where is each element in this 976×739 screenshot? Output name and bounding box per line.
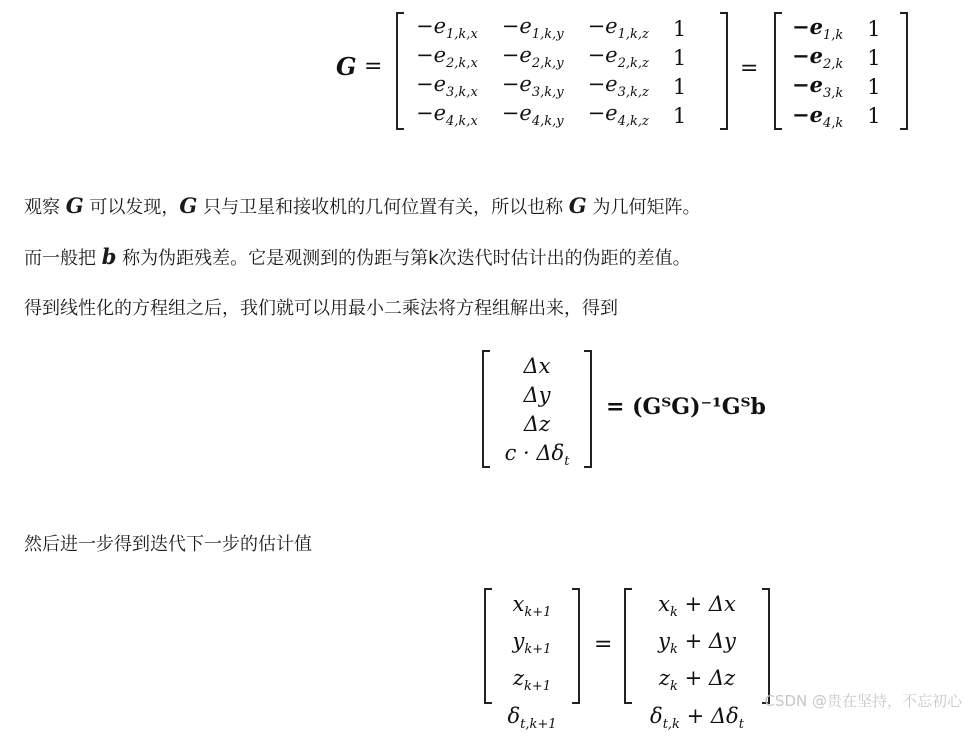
p1-text-a: 观察 [24, 197, 66, 218]
next-state-entry [484, 590, 580, 627]
entry-base: x [512, 592, 525, 616]
p1-text-c: 只与卫星和接收机的几何位置有关，所以也称 [197, 197, 569, 218]
next-state-entry [484, 664, 580, 701]
entry-base: −e [587, 14, 618, 39]
entry-sub: t,k+1 [520, 716, 557, 732]
paragraph-iteration: 然后进一步得到迭代下一步的估计值 [24, 534, 312, 555]
delta-x: Δx [523, 354, 551, 378]
matrix-cell [661, 43, 698, 72]
entry-base: −e [416, 101, 447, 126]
matrix-cell [855, 14, 892, 43]
delta-y: Δy [523, 383, 551, 407]
matrix-cell [855, 102, 892, 131]
p2-text-c: 称为伪距残差。它是观测到的伪距与第k次迭代时估计出的伪距的差值。 [116, 248, 691, 269]
paragraph-least-squares: 得到线性化的方程组之后，我们就可以用最小二乘法将方程组解出来，得到 [24, 298, 618, 319]
p1-g-symbol: G [65, 193, 84, 218]
delta-vector [482, 350, 592, 468]
matrix-row [404, 43, 698, 72]
entry-base: −e [501, 101, 532, 126]
entry-delta: + Δδ [679, 703, 739, 728]
entry-sub: 4,k,y [531, 114, 564, 130]
matrix-row [404, 72, 698, 101]
matrix-cell [855, 72, 892, 101]
clock-term-sub: t [564, 454, 570, 470]
entry-sub: 3,k,z [617, 85, 649, 101]
bracket-right [720, 12, 728, 130]
entry-one: 1 [867, 104, 881, 129]
entry-one: 1 [672, 74, 687, 99]
paragraph-g-description [24, 194, 700, 220]
p2-b-symbol: b [101, 244, 117, 269]
current-plus-delta-entry [624, 702, 770, 739]
entry-sub: 1,k [822, 28, 844, 44]
entry-sub: 1,k,y [531, 27, 564, 43]
next-state-entry [484, 627, 580, 664]
equals-sign: = [364, 54, 383, 79]
next-state-vector [484, 588, 580, 732]
clock-term-text: c · Δδ [504, 441, 565, 465]
entry-delta-sub: t [738, 716, 744, 732]
matrix-cell [661, 72, 698, 101]
entry-sub: k [669, 605, 678, 621]
matrix-row [780, 14, 893, 43]
entry-sub: k [670, 642, 678, 658]
matrix-cell [661, 101, 698, 130]
entry-one: 1 [672, 103, 687, 128]
entry-base: −e [587, 101, 618, 126]
p1-g-symbol-2: G [179, 193, 198, 218]
entry-base: δ [650, 703, 663, 728]
least-squares-rhs: = (GᵀG)⁻¹Gᵀb [606, 394, 766, 420]
matrix-cell [490, 43, 576, 72]
entry-base: −e [416, 14, 447, 39]
matrix-cell [576, 101, 661, 130]
entry-sub: 2,k,x [446, 56, 478, 72]
entry-base: y [512, 629, 525, 654]
current-plus-delta-entry [624, 664, 770, 701]
equation-least-squares [0, 348, 976, 472]
entry-base: y [658, 629, 670, 654]
entry-vector: −e [792, 72, 823, 98]
entry-sub: 2,k,z [617, 56, 649, 72]
matrix-cell [780, 72, 855, 101]
entry-sub: 2,k,y [531, 56, 564, 72]
matrix-row [404, 14, 698, 43]
equals-sign-2: = [740, 56, 759, 81]
matrix-cell [661, 14, 698, 43]
entry-base: −e [416, 43, 447, 68]
entry-sub: 1,k,z [617, 27, 649, 43]
matrix-row [404, 101, 698, 130]
next-state-entries [484, 590, 580, 739]
entry-vector: −e [792, 43, 823, 69]
p2-text-a: 而一般把 [24, 248, 102, 269]
entry-delta: + Δy [677, 629, 736, 654]
matrix-cell [404, 14, 490, 43]
p1-text-d: 为几何矩阵。 [586, 197, 701, 218]
entry-base: z [658, 666, 670, 691]
g-symbol: G [336, 52, 357, 81]
entry-base: x [658, 592, 670, 616]
entry-sub: 4,k,z [617, 114, 649, 130]
update-equals-sign: = [594, 632, 613, 657]
matrix-cell [490, 101, 576, 130]
entry-vector: −e [792, 14, 823, 39]
matrix-cell [576, 14, 661, 43]
bracket-left [396, 12, 404, 130]
matrix-compact-table [780, 14, 893, 131]
matrix-cell [490, 14, 576, 43]
entry-one: 1 [867, 74, 881, 99]
matrix-cell [490, 72, 576, 101]
entry-sub: k [670, 679, 678, 695]
current-plus-delta-entry [624, 627, 770, 664]
entry-sub: t,k [662, 716, 680, 732]
matrix-cell [404, 72, 490, 101]
matrix-cell [780, 43, 855, 72]
entry-one: 1 [672, 16, 687, 41]
entry-base: −e [501, 72, 532, 97]
matrix-full [396, 12, 728, 130]
entry-base: −e [501, 14, 532, 39]
entry-delta: + Δx [677, 592, 736, 616]
csdn-watermark: CSDN @贵在坚持，不忘初心 [764, 692, 962, 710]
entry-sub: 2,k [822, 57, 844, 73]
entry-sub: k+1 [524, 679, 552, 695]
matrix-cell [576, 72, 661, 101]
entry-one: 1 [672, 45, 687, 70]
entry-vector: −e [792, 101, 823, 127]
current-plus-delta-entries [624, 590, 770, 739]
p1-g-symbol-3: G [568, 193, 587, 218]
delta-z: Δz [523, 412, 551, 436]
entry-sub: 3,k,x [446, 85, 478, 101]
equation-g-definition [0, 0, 976, 140]
paragraph-b-description [24, 245, 691, 271]
entry-sub: 1,k,x [446, 27, 478, 43]
entry-base: −e [501, 43, 532, 68]
matrix-full-table [404, 14, 698, 130]
entry-sub: 4,k,x [446, 114, 478, 130]
entry-sub: 3,k,y [531, 85, 564, 101]
entry-sub: k+1 [524, 642, 552, 658]
delta-vector-entries [482, 352, 592, 476]
entry-base: −e [587, 43, 618, 68]
entry-sub: k+1 [524, 605, 552, 621]
matrix-row [780, 72, 893, 101]
bracket-right [900, 12, 908, 130]
matrix-cell [780, 102, 855, 131]
matrix-cell [780, 14, 855, 43]
entry-one: 1 [867, 16, 881, 41]
matrix-cell [855, 43, 892, 72]
matrix-row [780, 102, 893, 131]
matrix-cell [404, 43, 490, 72]
matrix-compact [774, 12, 908, 130]
entry-sub: 4,k [822, 115, 844, 131]
entry-base: −e [587, 72, 618, 97]
p1-text-b: 可以发现， [83, 197, 180, 218]
current-plus-delta-entry [624, 590, 770, 627]
entry-sub: 3,k [822, 86, 844, 102]
entry-base: −e [416, 72, 447, 97]
matrix-row [780, 43, 893, 72]
clock-term [482, 439, 592, 476]
entry-base: δ [507, 703, 521, 728]
entry-base: z [512, 666, 525, 691]
next-state-entry [484, 702, 580, 739]
matrix-cell [576, 43, 661, 72]
entry-one: 1 [867, 45, 881, 70]
entry-delta: + Δz [677, 666, 736, 691]
matrix-cell [404, 101, 490, 130]
